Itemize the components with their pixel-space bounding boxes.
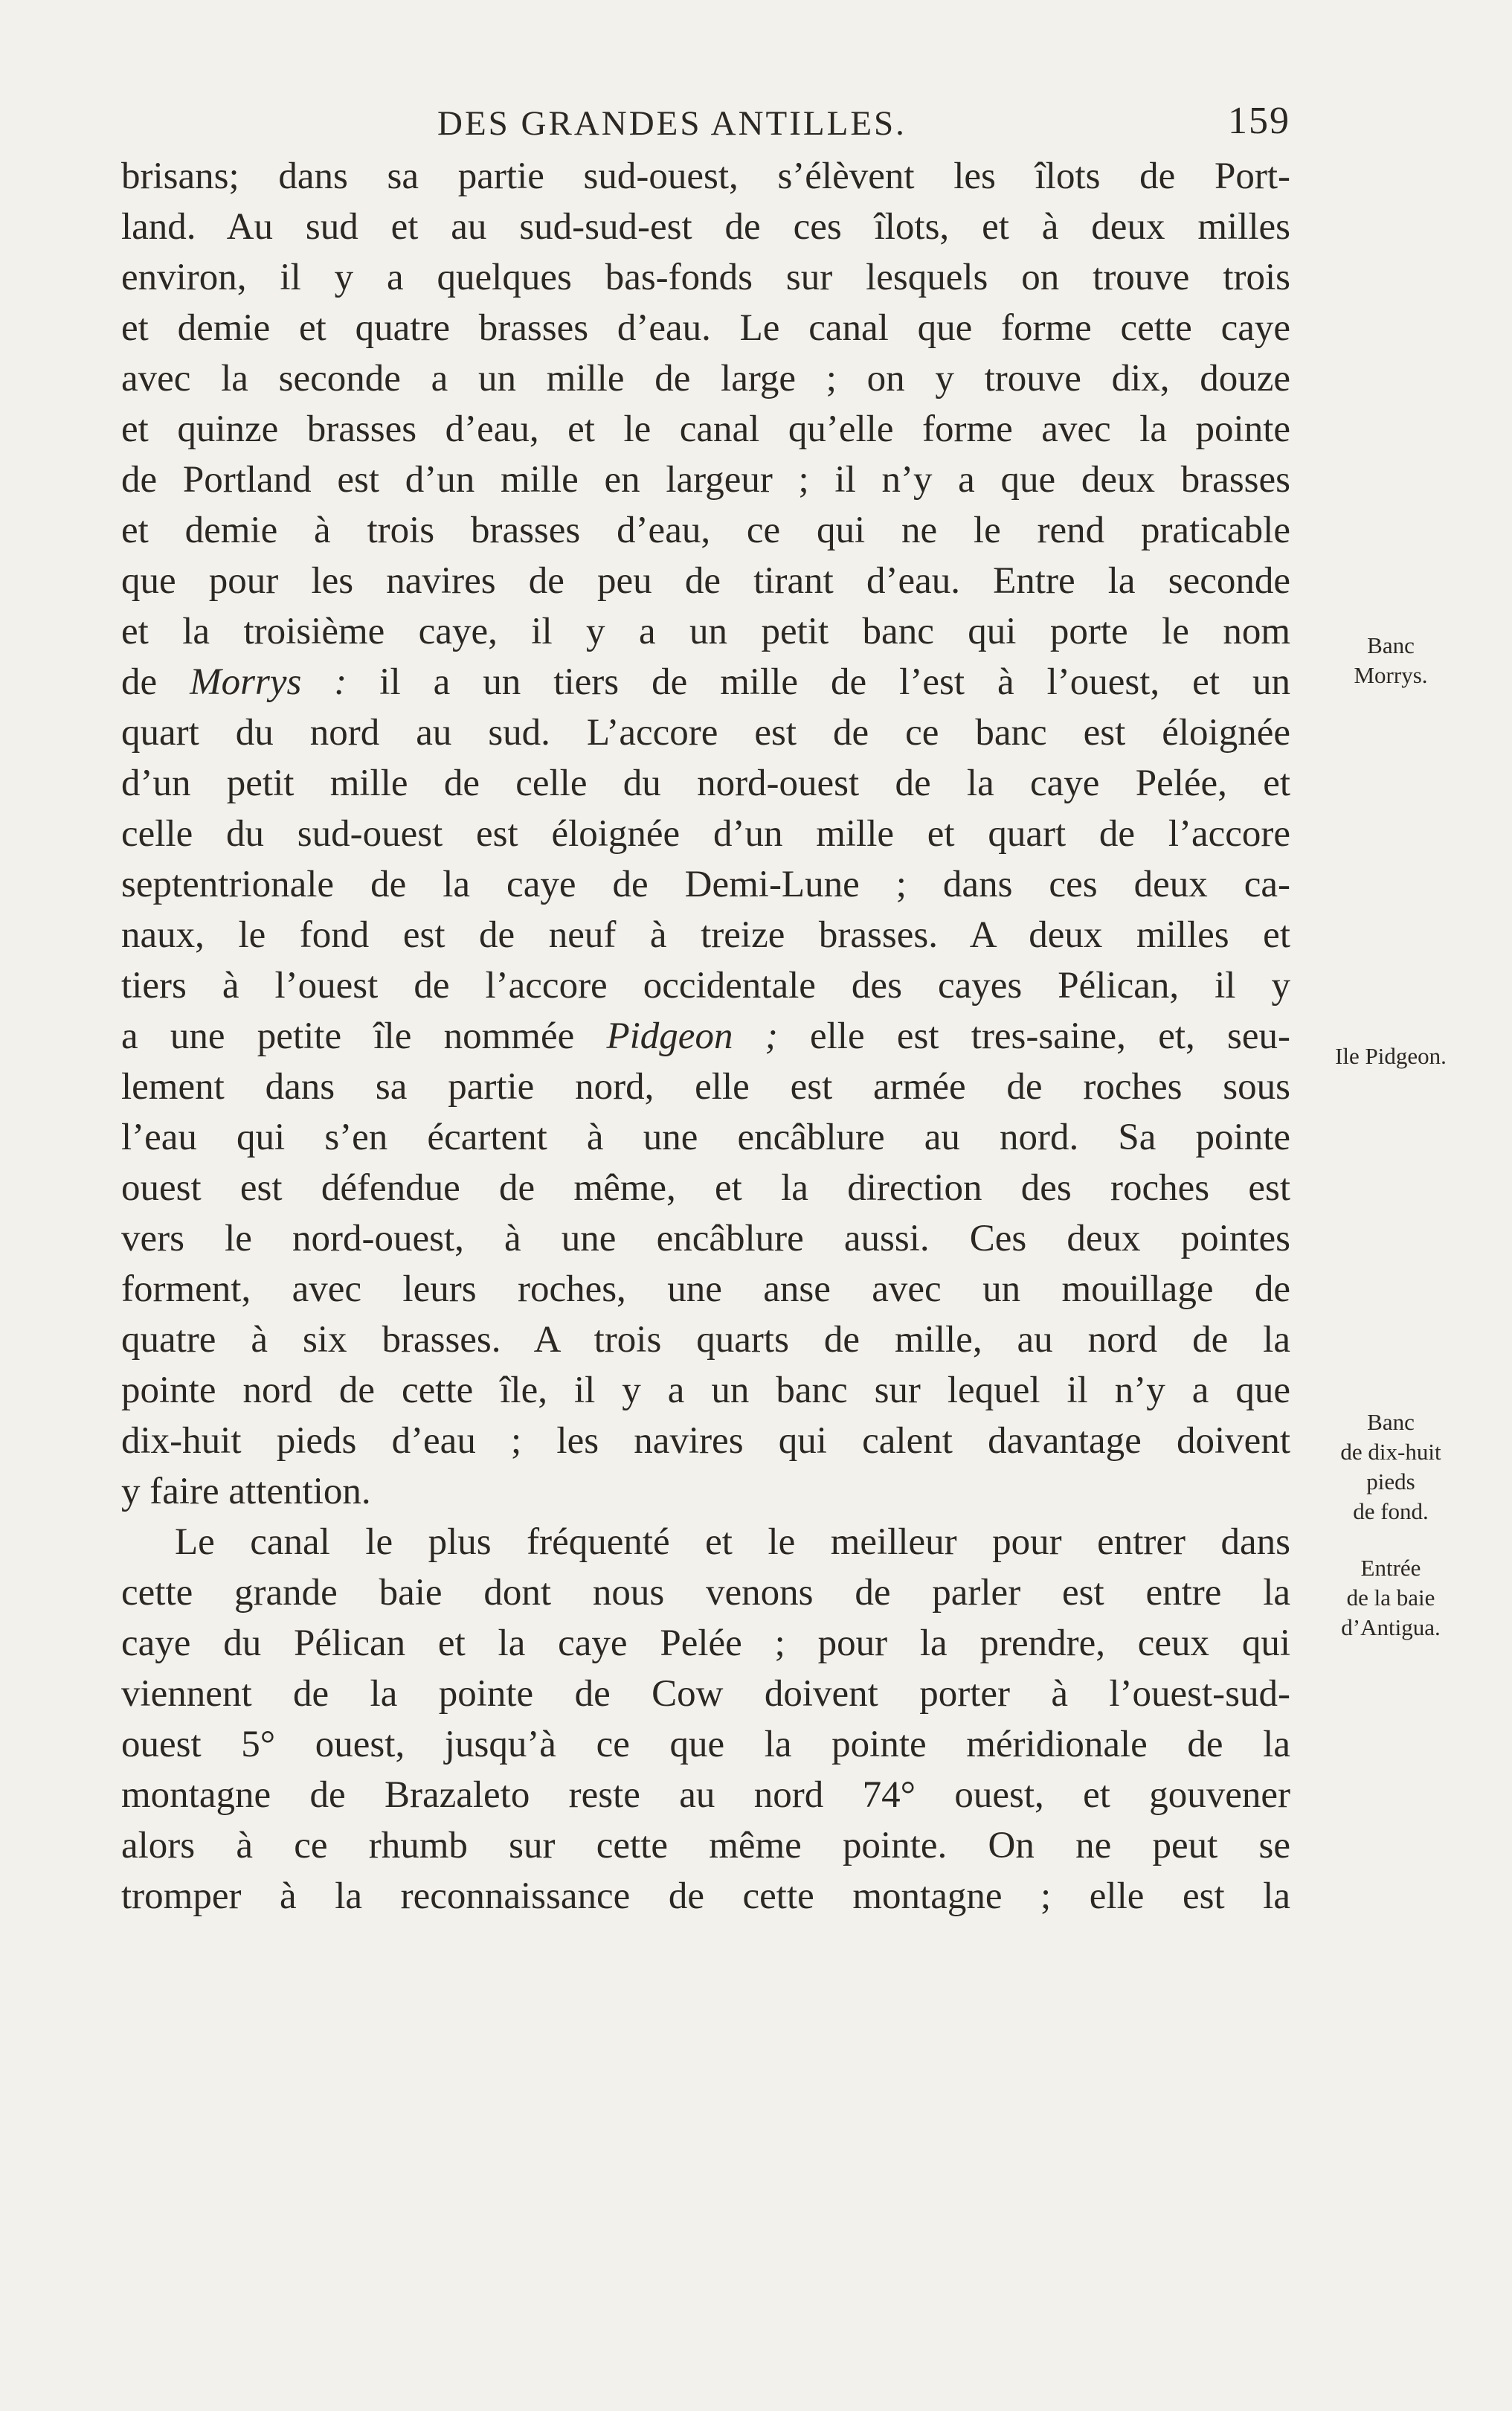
text-line: d’un petit mille de celle du nord-ouest de la caye Pelée, et bbox=[121, 763, 1290, 804]
note-line: de dix-huit bbox=[1340, 1439, 1441, 1465]
text-line: pointe nord de cette île, il y a un banc sur lequel il n’y a que bbox=[121, 1370, 1290, 1411]
text-line: avec la seconde a un mille de large ; on y trouve dix, douze bbox=[121, 358, 1290, 399]
text-line: cette grande baie dont nous venons de parler est entre la bbox=[121, 1572, 1290, 1614]
text-line: et quinze brasses d’eau, et le canal qu’elle forme avec la pointe bbox=[121, 408, 1290, 450]
text-line: lement dans sa partie nord, elle est armée de roches sous bbox=[121, 1066, 1290, 1108]
text-line: septentrionale de la caye de Demi-Lune ; dans ces deux ca- bbox=[121, 864, 1290, 905]
text-line: celle du sud-ouest est éloignée d’un mille et quart de l’accore bbox=[121, 813, 1290, 855]
page-number: 159 bbox=[1228, 100, 1290, 142]
note-line: d’Antigua. bbox=[1341, 1614, 1441, 1640]
margin-note-ile-pidgeon bbox=[1302, 1041, 1480, 1071]
text-line: brisans; dans sa partie sud-ouest, s’élèvent les îlots de Port- bbox=[121, 155, 1290, 197]
text-line-pidgeon bbox=[121, 1011, 1290, 1062]
text-line: dix-huit pieds d’eau ; les navires qui calent davantage doivent bbox=[121, 1420, 1290, 1462]
note-line: Ile Pidgeon. bbox=[1335, 1043, 1447, 1069]
text-line: tromper à la reconnaissance de cette montagne ; elle est la bbox=[121, 1875, 1290, 1917]
text-run: il a un tiers de mille de l’est à l’ouest, et un bbox=[347, 661, 1290, 703]
note-line: pieds bbox=[1366, 1468, 1415, 1495]
text-line: de Portland est d’un mille en largeur ; il n’y a que deux brasses bbox=[121, 459, 1290, 501]
text-line: environ, il y a quelques bas-fonds sur lesquels on trouve trois bbox=[121, 257, 1290, 298]
text-line: alors à ce rhumb sur cette même pointe. On ne peut se bbox=[121, 1825, 1290, 1866]
text-line: et demie et quatre brasses d’eau. Le canal que forme cette caye bbox=[121, 307, 1290, 349]
text-line: forment, avec leurs roches, une anse avec un mouillage de bbox=[121, 1268, 1290, 1310]
note-line: de fond. bbox=[1353, 1498, 1429, 1524]
running-title: DES GRANDES ANTILLES. bbox=[437, 104, 907, 143]
text-line: Le canal le plus fréquenté et le meilleur pour entrer dans bbox=[175, 1521, 1290, 1563]
text-line: quatre à six brasses. A trois quarts de mille, au nord de la bbox=[121, 1319, 1290, 1361]
place-name-pidgeon: Pidgeon ; bbox=[606, 1015, 778, 1057]
margin-note-banc-dix-huit bbox=[1302, 1407, 1480, 1526]
note-line: de la baie bbox=[1346, 1585, 1435, 1611]
text-line: naux, le fond est de neuf à treize brasses. A deux milles et bbox=[121, 914, 1290, 956]
text-line: l’eau qui s’en écartent à une encâblure au nord. Sa pointe bbox=[121, 1117, 1290, 1158]
note-line: Banc bbox=[1367, 632, 1415, 658]
text-line: et la troisième caye, il y a un petit banc qui porte le nom bbox=[121, 611, 1290, 652]
note-line: Banc bbox=[1367, 1409, 1415, 1435]
text-line: ouest 5° ouest, jusqu’à ce que la pointe méridionale de la bbox=[121, 1724, 1290, 1765]
text-line: quart du nord au sud. L’accore est de ce banc est éloignée bbox=[121, 712, 1290, 754]
margin-note-entree-antigua bbox=[1302, 1553, 1480, 1643]
text-line-morrys bbox=[121, 657, 1290, 707]
text-line: y faire attention. bbox=[121, 1471, 371, 1512]
margin-note-banc-morrys bbox=[1302, 631, 1480, 690]
text-run: a une petite île nommée bbox=[121, 1015, 607, 1057]
text-run: de bbox=[121, 661, 190, 703]
place-name-morrys: Morrys : bbox=[190, 661, 347, 703]
page-header bbox=[387, 99, 1290, 151]
text-line: vers le nord-ouest, à une encâblure aussi. Ces deux pointes bbox=[121, 1218, 1290, 1259]
text-line: ouest est défendue de même, et la direction des roches est bbox=[121, 1167, 1290, 1209]
text-line: que pour les navires de peu de tirant d’eau. Entre la seconde bbox=[121, 560, 1290, 602]
text-line: land. Au sud et au sud-sud-est de ces îlots, et à deux milles bbox=[121, 206, 1290, 248]
text-line: tiers à l’ouest de l’accore occidentale des cayes Pélican, il y bbox=[121, 965, 1290, 1007]
note-line: Morrys. bbox=[1354, 662, 1428, 688]
text-line: caye du Pélican et la caye Pelée ; pour la prendre, ceux qui bbox=[121, 1622, 1290, 1664]
text-run: elle est tres-saine, et, seu- bbox=[777, 1015, 1290, 1057]
text-line: viennent de la pointe de Cow doivent porter à l’ouest-sud- bbox=[121, 1673, 1290, 1715]
text-line: montagne de Brazaleto reste au nord 74° ouest, et gouvener bbox=[121, 1774, 1290, 1816]
text-line: et demie à trois brasses d’eau, ce qui ne le rend praticable bbox=[121, 510, 1290, 551]
note-line: Entrée bbox=[1360, 1555, 1421, 1581]
